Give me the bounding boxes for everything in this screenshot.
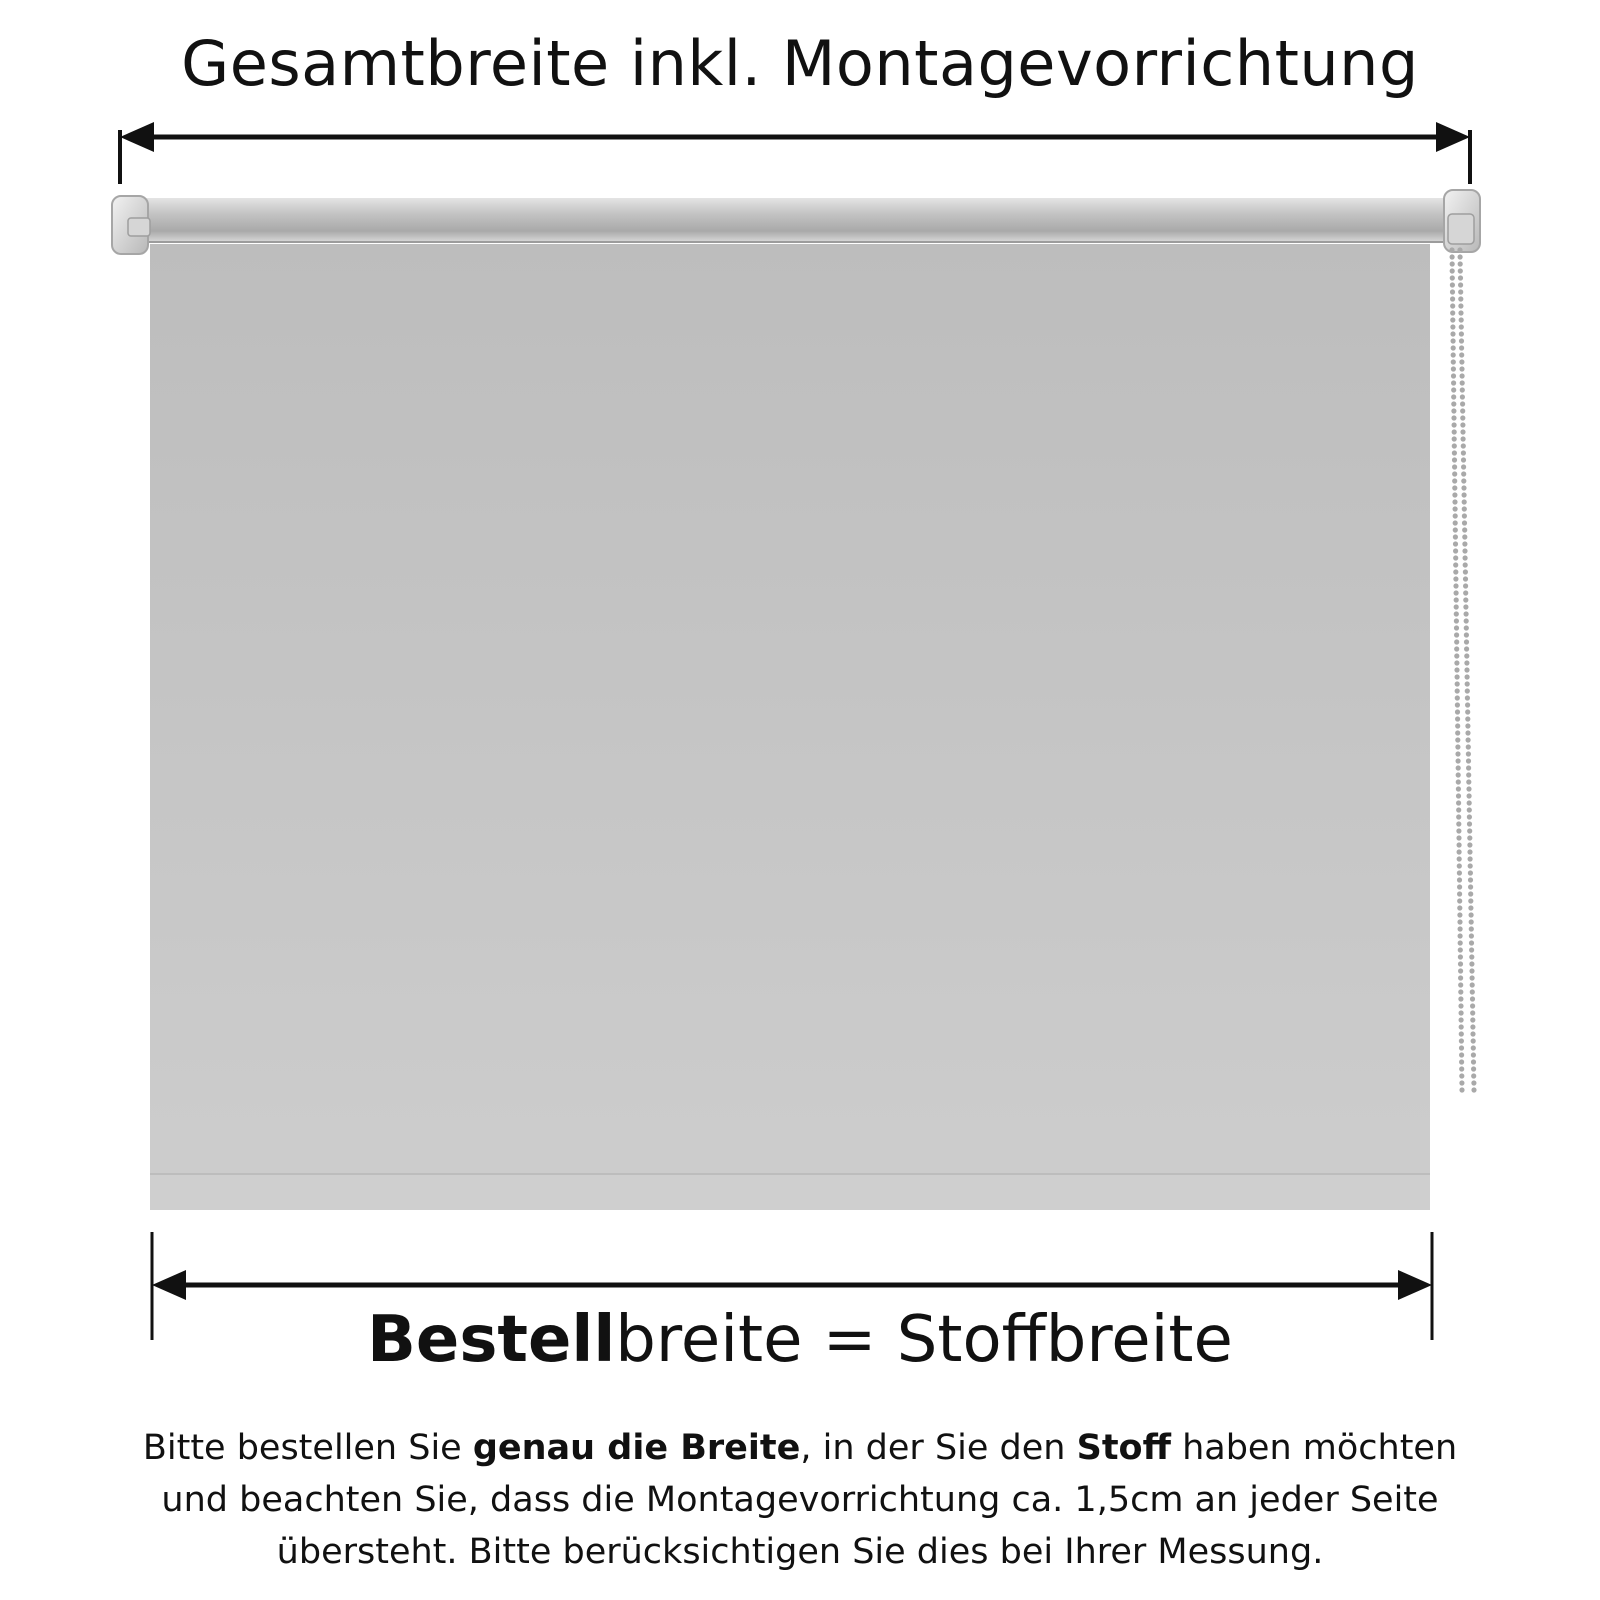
chain-bead [1469,912,1474,917]
chain-bead [1456,772,1461,777]
chain-bead [1458,1003,1463,1008]
chain-bead [1454,667,1459,672]
chain-bead [1451,366,1456,371]
chain-bead [1469,947,1474,952]
chain-bead [1468,905,1473,910]
chain-bead [1457,247,1462,252]
chain-bead [1465,716,1470,721]
arrow-right-icon [1398,1270,1432,1300]
chain-bead [1459,1066,1464,1071]
chain-bead [1459,1045,1464,1050]
chain-bead [1455,730,1460,735]
chain-bead [1452,478,1457,483]
note-line-3: übersteht. Bitte berücksichtigen Sie dies bei Ihrer Messung. [276,1532,1324,1572]
left-end-cap [112,196,150,254]
chain-bead [1458,947,1463,952]
chain-bead [1458,296,1463,301]
chain-bead [1454,653,1459,658]
chain-bead [1458,940,1463,945]
chain-bead [1458,989,1463,994]
chain-bead [1457,856,1462,861]
chain-bead [1454,632,1459,637]
chain-bead [1468,870,1473,875]
chain-bead [1453,541,1458,546]
note-emphasis: Stoff [1076,1428,1171,1468]
chain-bead [1467,800,1472,805]
chain-bead [1453,569,1458,574]
chain-bead [1456,814,1461,819]
note-text: Bitte bestellen Sie [142,1428,473,1468]
bottom-bar [150,1174,1430,1210]
chain-bead [1453,562,1458,567]
note-text: haben möchten [1170,1428,1458,1468]
chain-bead [1451,394,1456,399]
chain-bead [1456,758,1461,763]
chain-bead [1461,485,1466,490]
chain-bead [1459,338,1464,343]
chain-bead [1458,254,1463,259]
chain-bead [1463,569,1468,574]
chain-bead [1464,611,1469,616]
chain-bead [1455,716,1460,721]
chain-bead [1458,982,1463,987]
chain-bead [1462,513,1467,518]
chain-bead [1468,863,1473,868]
chain-bead [1451,380,1456,385]
chain-bead [1470,1024,1475,1029]
chain-bead [1461,478,1466,483]
chain-bead [1451,408,1456,413]
chain-bead [1450,289,1455,294]
chain-bead [1451,352,1456,357]
chain-bead [1466,779,1471,784]
chain-bead [1462,541,1467,546]
chain-bead [1464,625,1469,630]
chain-bead [1453,576,1458,581]
chain-bead [1464,653,1469,658]
arrow-left-icon [120,122,154,152]
chain-bead [1457,849,1462,854]
chain-bead [1471,1059,1476,1064]
chain-bead [1470,1003,1475,1008]
chain-bead [1449,247,1454,252]
chain-bead [1460,415,1465,420]
chain-bead [1454,660,1459,665]
right-end-cap [1444,190,1480,252]
chain-bead [1458,961,1463,966]
chain-bead [1459,1031,1464,1036]
chain-bead [1451,401,1456,406]
chain-bead [1457,842,1462,847]
chain-bead [1465,730,1470,735]
chain-bead [1459,1087,1464,1092]
chain-bead [1466,737,1471,742]
chain-bead [1450,303,1455,308]
chain-bead [1471,1066,1476,1071]
chain-bead [1451,338,1456,343]
chain-bead [1463,590,1468,595]
chain-bead [1463,604,1468,609]
chain-bead [1457,884,1462,889]
chain-bead [1462,520,1467,525]
chain-bead [1460,394,1465,399]
chain-bead [1466,744,1471,749]
chain-bead [1465,681,1470,686]
total-width-label: Gesamtbreite inkl. Montagevorrichtung [181,27,1419,100]
top-dimension-line [120,122,1470,184]
chain-bead [1468,884,1473,889]
chain-bead [1465,702,1470,707]
chain-bead [1459,1038,1464,1043]
chain-bead [1462,499,1467,504]
chain-bead [1470,982,1475,987]
chain-bead [1455,688,1460,693]
fabric-panel [150,244,1430,1208]
chain-bead [1450,331,1455,336]
chain-bead [1450,324,1455,329]
chain-bead [1455,695,1460,700]
chain-bead [1454,639,1459,644]
chain-bead [1459,345,1464,350]
chain-bead [1471,1052,1476,1057]
chain-bead [1450,317,1455,322]
chain-bead [1466,772,1471,777]
chain-bead [1451,415,1456,420]
chain-bead [1461,464,1466,469]
chain-bead [1461,450,1466,455]
chain-bead [1458,926,1463,931]
chain-bead [1452,492,1457,497]
chain-bead [1461,443,1466,448]
chain-bead [1468,856,1473,861]
chain-bead [1467,828,1472,833]
chain-bead [1460,380,1465,385]
chain-bead [1460,429,1465,434]
chain-bead [1457,863,1462,868]
chain-bead [1456,793,1461,798]
chain-bead [1453,583,1458,588]
chain-bead [1459,1010,1464,1015]
chain-bead [1450,268,1455,273]
chain-bead [1458,954,1463,959]
chain-bead [1453,555,1458,560]
chain-bead [1460,401,1465,406]
chain-bead [1453,534,1458,539]
chain-bead [1464,660,1469,665]
chain-bead [1458,975,1463,980]
chain-bead [1469,954,1474,959]
chain-bead [1456,800,1461,805]
note-line-2: und beachten Sie, dass die Montagevorrichtung ca. 1,5cm an jeder Seite [161,1480,1439,1520]
chain-bead [1465,723,1470,728]
chain-bead [1462,534,1467,539]
chain-bead [1466,758,1471,763]
chain-bead [1466,765,1471,770]
chain-bead [1458,303,1463,308]
chain-bead [1457,898,1462,903]
chain-bead [1467,793,1472,798]
chain-bead [1469,961,1474,966]
measurement-note [0,1422,1600,1578]
chain-bead [1455,723,1460,728]
chain-bead [1465,695,1470,700]
chain-bead [1461,436,1466,441]
chain-bead [1463,597,1468,602]
chain-bead [1458,261,1463,266]
order-width-label [0,1300,1600,1380]
chain-bead [1462,492,1467,497]
chain-bead [1461,457,1466,462]
chain-bead [1459,366,1464,371]
chain-bead [1456,835,1461,840]
chain-bead [1467,849,1472,854]
chain-bead [1458,310,1463,315]
chain-bead [1452,436,1457,441]
chain-bead [1456,828,1461,833]
note-text: , in der Sie den [800,1428,1077,1468]
chain-bead [1458,275,1463,280]
roller-blind [112,190,1480,1210]
arrow-left-icon [152,1270,186,1300]
chain-bead [1458,933,1463,938]
chain-bead [1461,471,1466,476]
chain-bead [1465,688,1470,693]
chain-bead [1459,359,1464,364]
order-width-label-bold: Bestell [367,1303,616,1377]
chain-bead [1464,646,1469,651]
chain-bead [1459,1059,1464,1064]
chain-bead [1459,1024,1464,1029]
chain-bead [1470,1017,1475,1022]
chain-bead [1454,597,1459,602]
chain-bead [1455,709,1460,714]
chain-bead [1454,625,1459,630]
chain-bead [1470,996,1475,1001]
chain-bead [1470,989,1475,994]
chain-bead [1450,254,1455,259]
chain-bead [1469,968,1474,973]
chain-bead [1469,933,1474,938]
chain-bead [1455,737,1460,742]
chain-bead [1458,996,1463,1001]
chain-bead [1454,604,1459,609]
arrow-right-icon [1436,122,1470,152]
chain-bead [1452,499,1457,504]
chain-bead [1463,583,1468,588]
chain-bead [1453,548,1458,553]
chain-bead [1456,821,1461,826]
chain-bead [1471,1080,1476,1085]
chain-bead [1456,807,1461,812]
chain-bead [1464,639,1469,644]
chain-bead [1458,268,1463,273]
chain-bead [1460,422,1465,427]
chain-bead [1450,261,1455,266]
chain-bead [1453,506,1458,511]
note-emphasis: genau die Breite [472,1428,801,1468]
chain-bead [1450,310,1455,315]
chain-bead [1450,296,1455,301]
chain-bead [1463,576,1468,581]
chain-bead [1459,1080,1464,1085]
chain-bead [1470,1031,1475,1036]
chain-bead [1469,926,1474,931]
chain-bead [1470,975,1475,980]
chain-bead [1462,506,1467,511]
chain-bead [1468,898,1473,903]
chain-bead [1467,807,1472,812]
chain-bead [1465,674,1470,679]
chain-bead [1465,709,1470,714]
chain-bead [1451,345,1456,350]
chain-bead [1453,520,1458,525]
chain-bead [1463,562,1468,567]
chain-bead [1464,632,1469,637]
chain-bead [1471,1038,1476,1043]
chain-bead [1451,359,1456,364]
chain-bead [1453,513,1458,518]
chain-bead [1469,940,1474,945]
chain-bead [1452,464,1457,469]
chain-bead [1459,1073,1464,1078]
chain-bead [1459,324,1464,329]
chain-bead [1457,905,1462,910]
chain-bead [1460,408,1465,413]
chain-bead [1455,674,1460,679]
chain-bead [1467,814,1472,819]
chain-bead [1452,457,1457,462]
chain-bead [1452,422,1457,427]
chain-bead [1459,1052,1464,1057]
chain-bead [1467,835,1472,840]
chain-bead [1454,618,1459,623]
chain-bead [1467,842,1472,847]
chain-bead [1466,751,1471,756]
chain-bead [1471,1073,1476,1078]
chain-bead [1454,646,1459,651]
chain-bead [1457,877,1462,882]
chain-bead [1458,968,1463,973]
chain-bead [1462,548,1467,553]
chain-bead [1457,912,1462,917]
chain-bead [1459,1017,1464,1022]
chain-bead [1471,1045,1476,1050]
chain-bead [1452,485,1457,490]
chain-bead [1455,702,1460,707]
chain-bead [1468,891,1473,896]
chain-bead [1454,590,1459,595]
chain-bead [1452,429,1457,434]
chain-bead [1452,450,1457,455]
chain-bead [1471,1087,1476,1092]
order-width-label-rest: breite = Stoffbreite [615,1303,1233,1377]
chain-bead [1464,618,1469,623]
chain-bead [1459,331,1464,336]
chain-bead [1464,667,1469,672]
chain-bead [1457,870,1462,875]
chain-bead [1452,471,1457,476]
roller-tube [128,198,1476,242]
chain-bead [1452,443,1457,448]
chain-bead [1451,387,1456,392]
chain-bead [1450,275,1455,280]
chain-bead [1454,611,1459,616]
chain-bead [1462,527,1467,532]
chain-bead [1458,289,1463,294]
chain-bead [1453,527,1458,532]
chain-bead [1455,681,1460,686]
chain-bead [1450,282,1455,287]
chain-bead [1467,821,1472,826]
chain-bead [1470,1010,1475,1015]
chain-bead [1455,744,1460,749]
chain-bead [1469,919,1474,924]
chain-bead [1463,555,1468,560]
chain-bead [1456,779,1461,784]
chain-bead [1457,919,1462,924]
chain-bead [1457,891,1462,896]
chain-bead [1468,877,1473,882]
chain-bead [1459,352,1464,357]
chain-bead [1460,387,1465,392]
chain-bead [1466,786,1471,791]
chain-bead [1455,751,1460,756]
chain-bead [1456,765,1461,770]
chain-bead [1456,786,1461,791]
chain-bead [1451,373,1456,378]
note-line-1 [0,1422,1600,1474]
pull-chain [1449,247,1476,1092]
chain-bead [1458,282,1463,287]
chain-bead [1459,317,1464,322]
chain-bead [1460,373,1465,378]
